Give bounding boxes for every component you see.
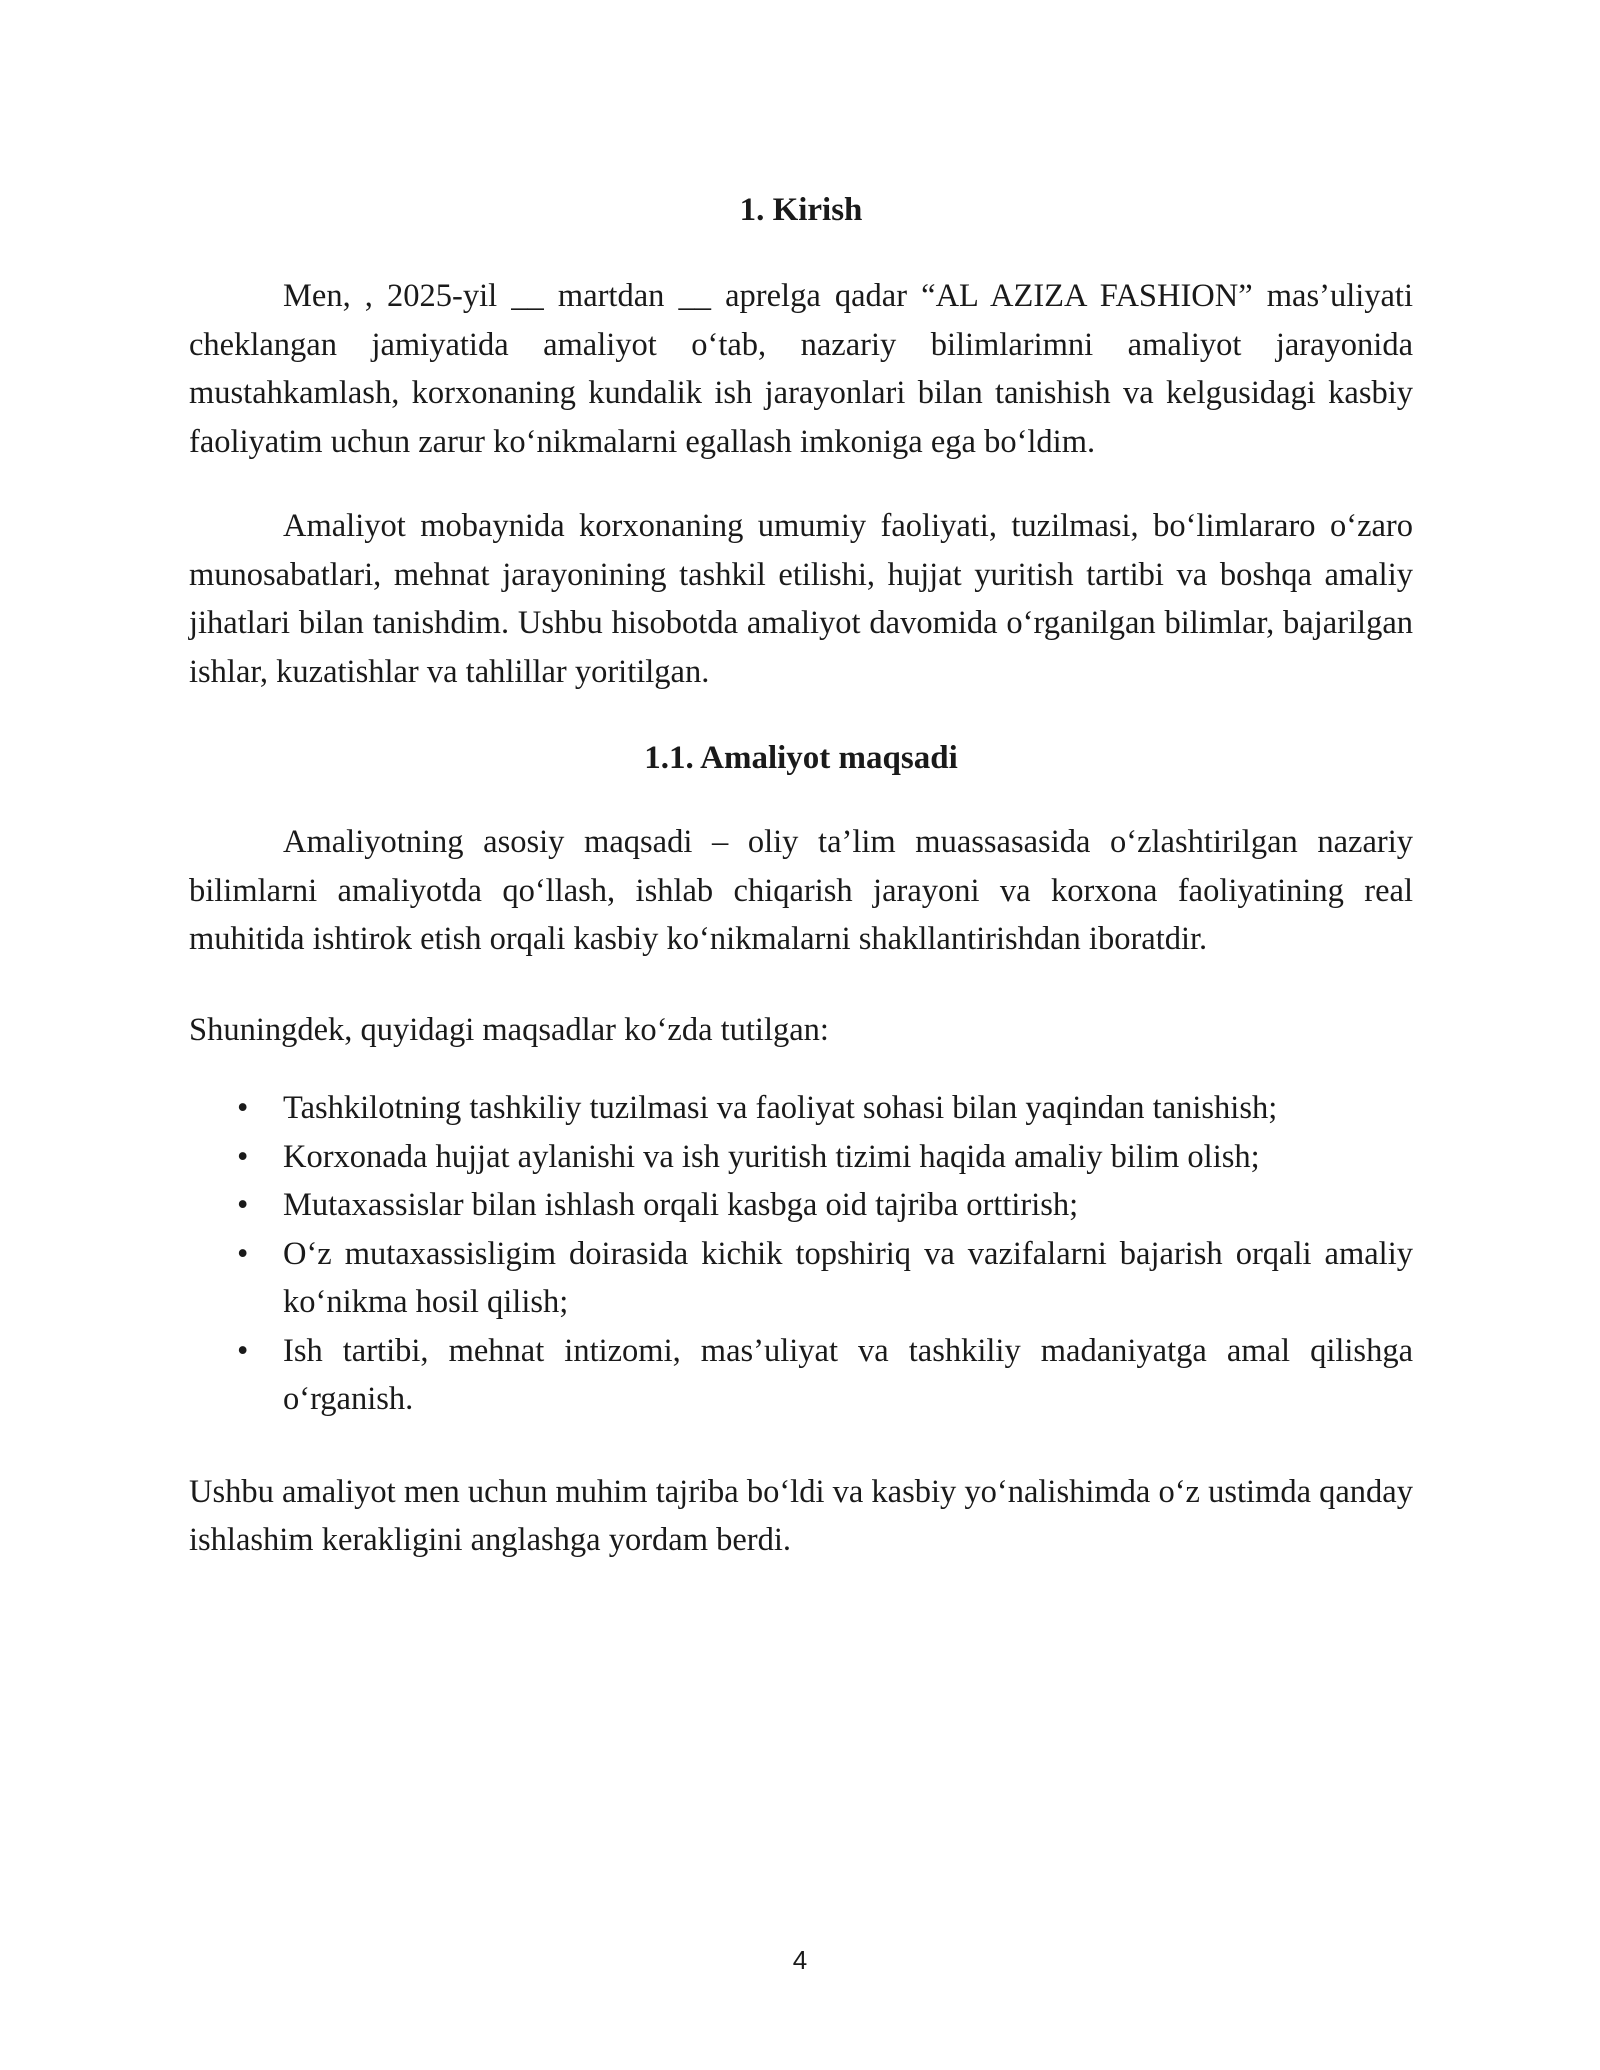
bullet-icon: •: [237, 1332, 249, 1369]
list-item: [189, 1084, 1413, 1133]
list-item-text: O‘z mutaxassisligim doirasida kichik topshiriq va vazifalarni bajarish orqali amaliy ko‘nikma hosil qilish;: [283, 1235, 1413, 1320]
intro-paragraph-2: Amaliyot mobaynida korxonaning umumiy faoliyati, tuzilmasi, bo‘limlararo o‘zaro munosabatlari, mehnat jarayonining tashkil etilishi, hujjat yuritish tartibi va boshqa amaliy jihatlari bilan tanishdim. Ushbu hisobotda amaliyot davomida o‘rganilgan bilimlar, bajarilgan ishlar, kuzatishlar va tahlillar yoritilgan.: [189, 508, 1413, 690]
page-number: 4: [792, 1945, 808, 1975]
list-item: [189, 1327, 1413, 1424]
intro-paragraph-1: Men, , 2025-yil __ martdan __ aprelga qadar “AL AZIZA FASHION” mas’uliyati cheklangan jamiyatida amaliyot o‘tab, nazariy bilimlarimni amaliyot jarayonida mustahkamlash, korxonaning kundalik ish jarayonlari bilan tanishish va kelgusidagi kasbiy faoliyatim uchun zarur ko‘nikmalarni egallash imkoniga ega bo‘ldim.: [189, 278, 1413, 460]
list-item-text: Ish tartibi, mehnat intizomi, mas’uliyat va tashkiliy madaniyatga amal qilishga o‘rganish.: [283, 1332, 1413, 1417]
document-page: [189, 0, 1413, 1565]
goal-paragraph: Amaliyotning asosiy maqsadi – oliy ta’lim muassasasida o‘zlashtirilgan nazariy bilimlarni amaliyotda qo‘llash, ishlab chiqarish jarayoni va korxona faoliyatining real muhitida ishtirok etish orqali kasbiy ko‘nikmalarni shakllantirishdan iboratdir.: [189, 824, 1413, 957]
goals-list: [189, 1084, 1413, 1424]
list-item: [189, 1230, 1413, 1327]
list-item-text: Tashkilotning tashkiliy tuzilmasi va faoliyat sohasi bilan yaqindan tanishish;: [283, 1090, 1278, 1126]
list-intro: Shuningdek, quyidagi maqsadlar ko‘zda tutilgan:: [189, 1011, 829, 1048]
list-item: [189, 1181, 1413, 1230]
bullet-icon: •: [237, 1187, 249, 1223]
bullet-icon: •: [237, 1090, 249, 1126]
subsection-title: 1.1. Amaliyot maqsadi: [644, 740, 958, 776]
list-item-text: Mutaxassislar bilan ishlash orqali kasbga oid tajriba orttirish;: [283, 1187, 1079, 1223]
bullet-icon: •: [237, 1235, 249, 1272]
conclusion-paragraph: Ushbu amaliyot men uchun muhim tajriba bo‘ldi va kasbiy yo‘nalishimda o‘z ustimda qanday ishlashim kerakligini anglashga yordam berdi.: [189, 1473, 1413, 1558]
list-item-text: Korxonada hujjat aylanishi va ish yuritish tizimi haqida amaliy bilim olish;: [283, 1138, 1260, 1175]
list-item: [189, 1133, 1413, 1182]
section-title: 1. Kirish: [739, 192, 863, 228]
bullet-icon: •: [237, 1138, 249, 1175]
